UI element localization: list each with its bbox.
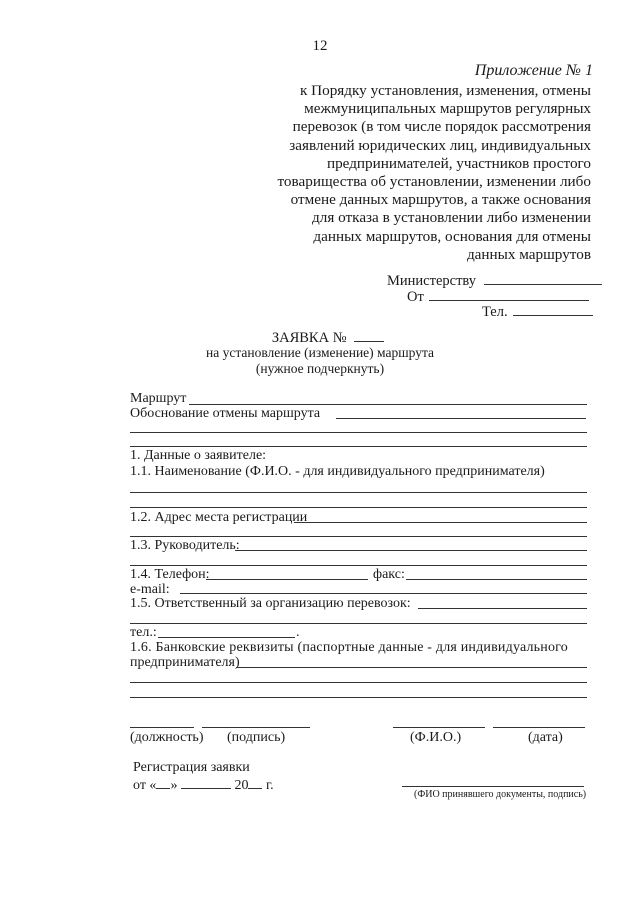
head-line[interactable] [235,550,587,551]
tel-line[interactable] [158,637,295,638]
bank-line-2[interactable] [130,682,587,683]
date-mid: » [170,778,178,793]
annex-line: отмене данных маршрутов, а также основания [290,191,591,209]
phone-label: 1.4. Телефон: [130,567,210,582]
application-number-field[interactable] [354,328,384,342]
signature-line[interactable] [202,727,310,728]
year-suffix: г. [265,778,274,793]
from-field[interactable] [429,287,589,301]
fio-caption: (Ф.И.О.) [410,730,462,745]
date-line[interactable] [493,727,585,728]
annex-line: заявлений юридических лиц, индивидуальных [289,136,591,154]
position-caption: (должность) [130,730,204,745]
cancel-reason-line[interactable] [336,418,586,419]
year-prefix: 20 [234,778,249,793]
application-title: ЗАЯВКА № [271,330,347,346]
year-field[interactable] [248,775,262,789]
page-number: 12 [312,38,328,54]
responsible-label: 1.5. Ответственный за организацию перевозок: [130,596,411,611]
name-line[interactable] [130,492,587,493]
annex-line: товарищества об установлении, изменении либо [277,173,591,191]
address-line[interactable] [294,522,587,523]
phone-line[interactable] [206,579,368,580]
annex-line: к Порядку установления, изменения, отмены [299,82,591,99]
bank-label-line1: 1.6. Банковские реквизиты (паспортные данные - для индивидуального [130,640,568,655]
cancel-reason-line-3[interactable] [130,446,587,447]
head-line-2[interactable] [130,565,587,566]
receiver-caption: (ФИО принявшего документы, подпись) [414,789,587,800]
date-prefix: от « [133,778,157,793]
month-field[interactable] [181,775,231,789]
ministry-label: Министерству [387,273,477,289]
route-label: Маршрут [130,391,187,406]
from-label: От [407,289,424,305]
responsible-line[interactable] [418,608,587,609]
bank-line[interactable] [236,667,587,668]
annex-description [261,82,591,264]
date-caption: (дата) [528,730,563,745]
applicant-data-heading: 1. Данные о заявителе: [130,448,267,463]
signature-caption: (подпись) [227,730,286,745]
annex-line: перевозок (в том числе порядок рассмотрения [292,118,591,136]
application-subtitle: на установление (изменение) маршрута [206,345,434,360]
addressee-phone-field[interactable] [513,302,593,316]
fax-line[interactable] [406,579,587,580]
annex-line: для отказа в установлении либо изменении [312,209,591,227]
responsible-line-2[interactable] [130,623,587,624]
receiver-line[interactable] [402,786,584,787]
tel-dot: . [296,625,300,640]
addressee-phone-label: Тел. [482,304,508,320]
tel-label: тел.: [130,625,157,640]
cancel-reason-label: Обоснование отмены маршрута [130,406,321,421]
name-line-2[interactable] [130,507,587,508]
annex-line: предпринимателей, участников простого [326,154,591,172]
name-label: 1.1. Наименование (Ф.И.О. - для индивидуального предпринимателя) [130,464,545,479]
annex-line: межмуниципальных маршрутов регулярных [304,100,591,118]
cancel-reason-line-2[interactable] [130,432,587,433]
address-line-2[interactable] [130,536,587,537]
position-line[interactable] [130,727,194,728]
bank-label-line2: предпринимателя) [130,655,240,670]
application-note: (нужное подчеркнуть) [255,361,385,376]
annex-title: Приложение № 1 [474,62,593,79]
head-label: 1.3. Руководитель: [130,538,240,553]
fax-label: факс: [373,567,405,582]
route-line[interactable] [189,404,587,405]
bank-line-3[interactable] [130,697,587,698]
annex-line: данных маршрутов, основания для отмены [313,227,591,245]
annex-line: данных маршрутов [466,245,591,263]
day-field[interactable] [156,775,170,789]
email-label: e-mail: [130,582,170,597]
registration-date-row [133,775,274,794]
address-label: 1.2. Адрес места регистрации [130,510,308,525]
fio-line[interactable] [393,727,485,728]
ministry-field[interactable] [484,271,602,285]
registration-label: Регистрация заявки [133,760,250,775]
email-line[interactable] [180,593,587,594]
phone-row [482,302,593,321]
